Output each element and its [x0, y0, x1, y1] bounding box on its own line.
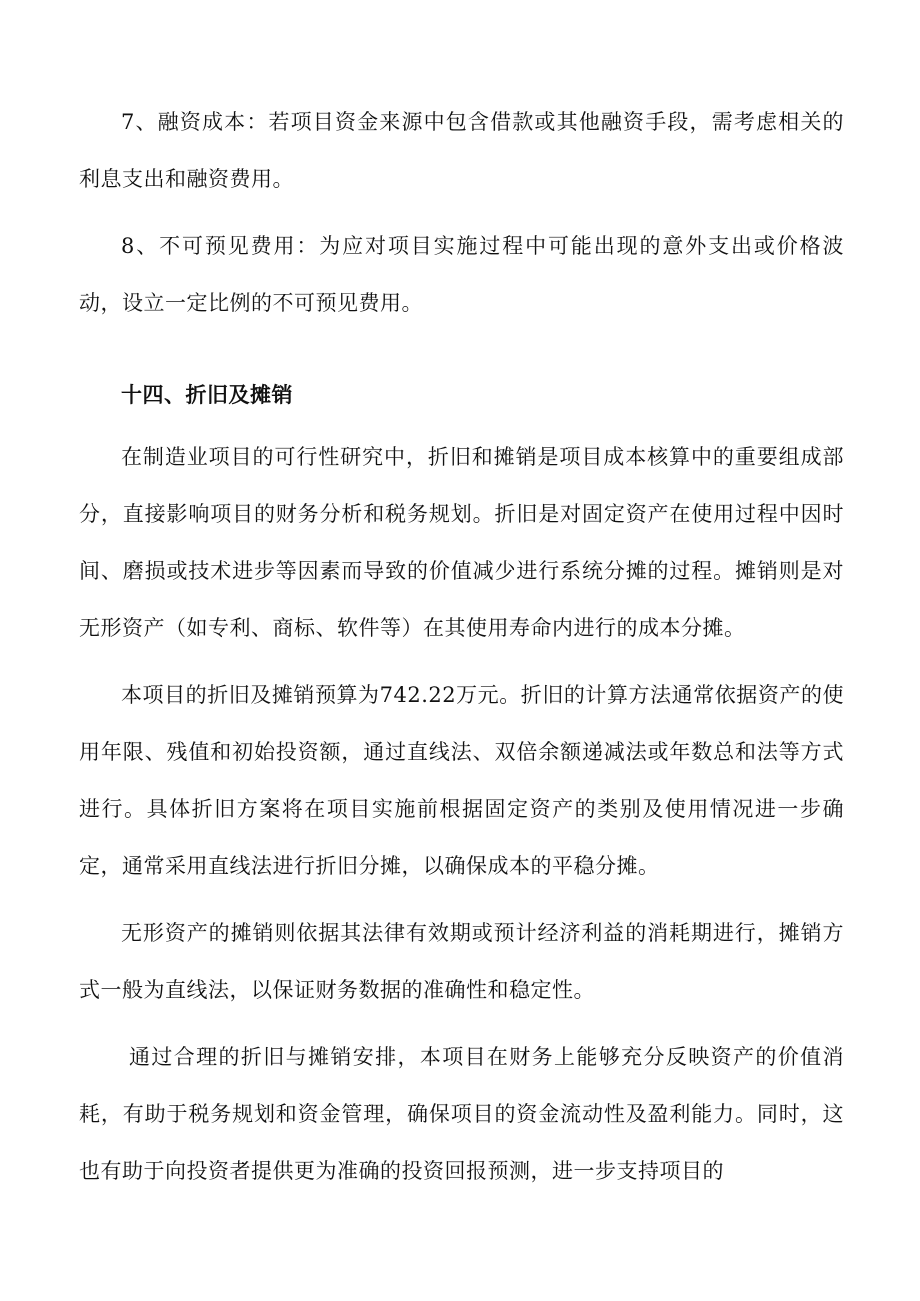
section-heading: 十四、折旧及摊销: [121, 382, 293, 407]
item-text: ：为应对项目实施过程中可能出现的意外支出或价格波动，设立一定比例的不可预见费用。: [79, 234, 844, 315]
list-item-financing-cost: [79, 94, 844, 208]
paragraph-conclusion: 通过合理的折旧与摊销安排，本项目在财务上能够充分反映资产的价值消耗，有助于税务规划和资金管理，确保项目的资金流动性及盈利能力。同时，这也有助于向投资者提供更为准确的投资回报预测，进一步支持项目的: [79, 1045, 844, 1183]
paragraph-budget: 本项目的折旧及摊销预算为742.22万元。折旧的计算方法通常依据资产的使用年限、残值和初始投资额，通过直线法、双倍余额递减法或年数总和法等方式进行。具体折旧方案将在项目实施前根据固定资产的类别及使用情况进一步确定，通常采用直线法进行折旧分摊，以确保成本的平稳分摊。: [79, 683, 844, 878]
list-item-contingency-cost: [79, 218, 844, 332]
paragraph-intro: 在制造业项目的可行性研究中，折旧和摊销是项目成本核算中的重要组成部分，直接影响项目的财务分析和税务规划。折旧是对固定资产在使用过程中因时间、磨损或技术进步等因素而导致的价值减少进行系统分摊的过程。摊销则是对无形资产（如专利、商标、软件等）在其使用寿命内进行的成本分摊。: [79, 445, 844, 640]
item-label: 7、融资成本: [121, 110, 247, 134]
paragraph-intangible: 无形资产的摊销则依据其法律有效期或预计经济利益的消耗期进行，摊销方式一般为直线法，以保证财务数据的准确性和稳定性。: [79, 921, 844, 1002]
item-label: 8、不可预见费用: [121, 234, 297, 258]
document-page: [79, 94, 844, 1200]
item-text: ：若项目资金来源中包含借款或其他融资手段，需考虑相关的利息支出和融资费用。: [79, 110, 844, 191]
